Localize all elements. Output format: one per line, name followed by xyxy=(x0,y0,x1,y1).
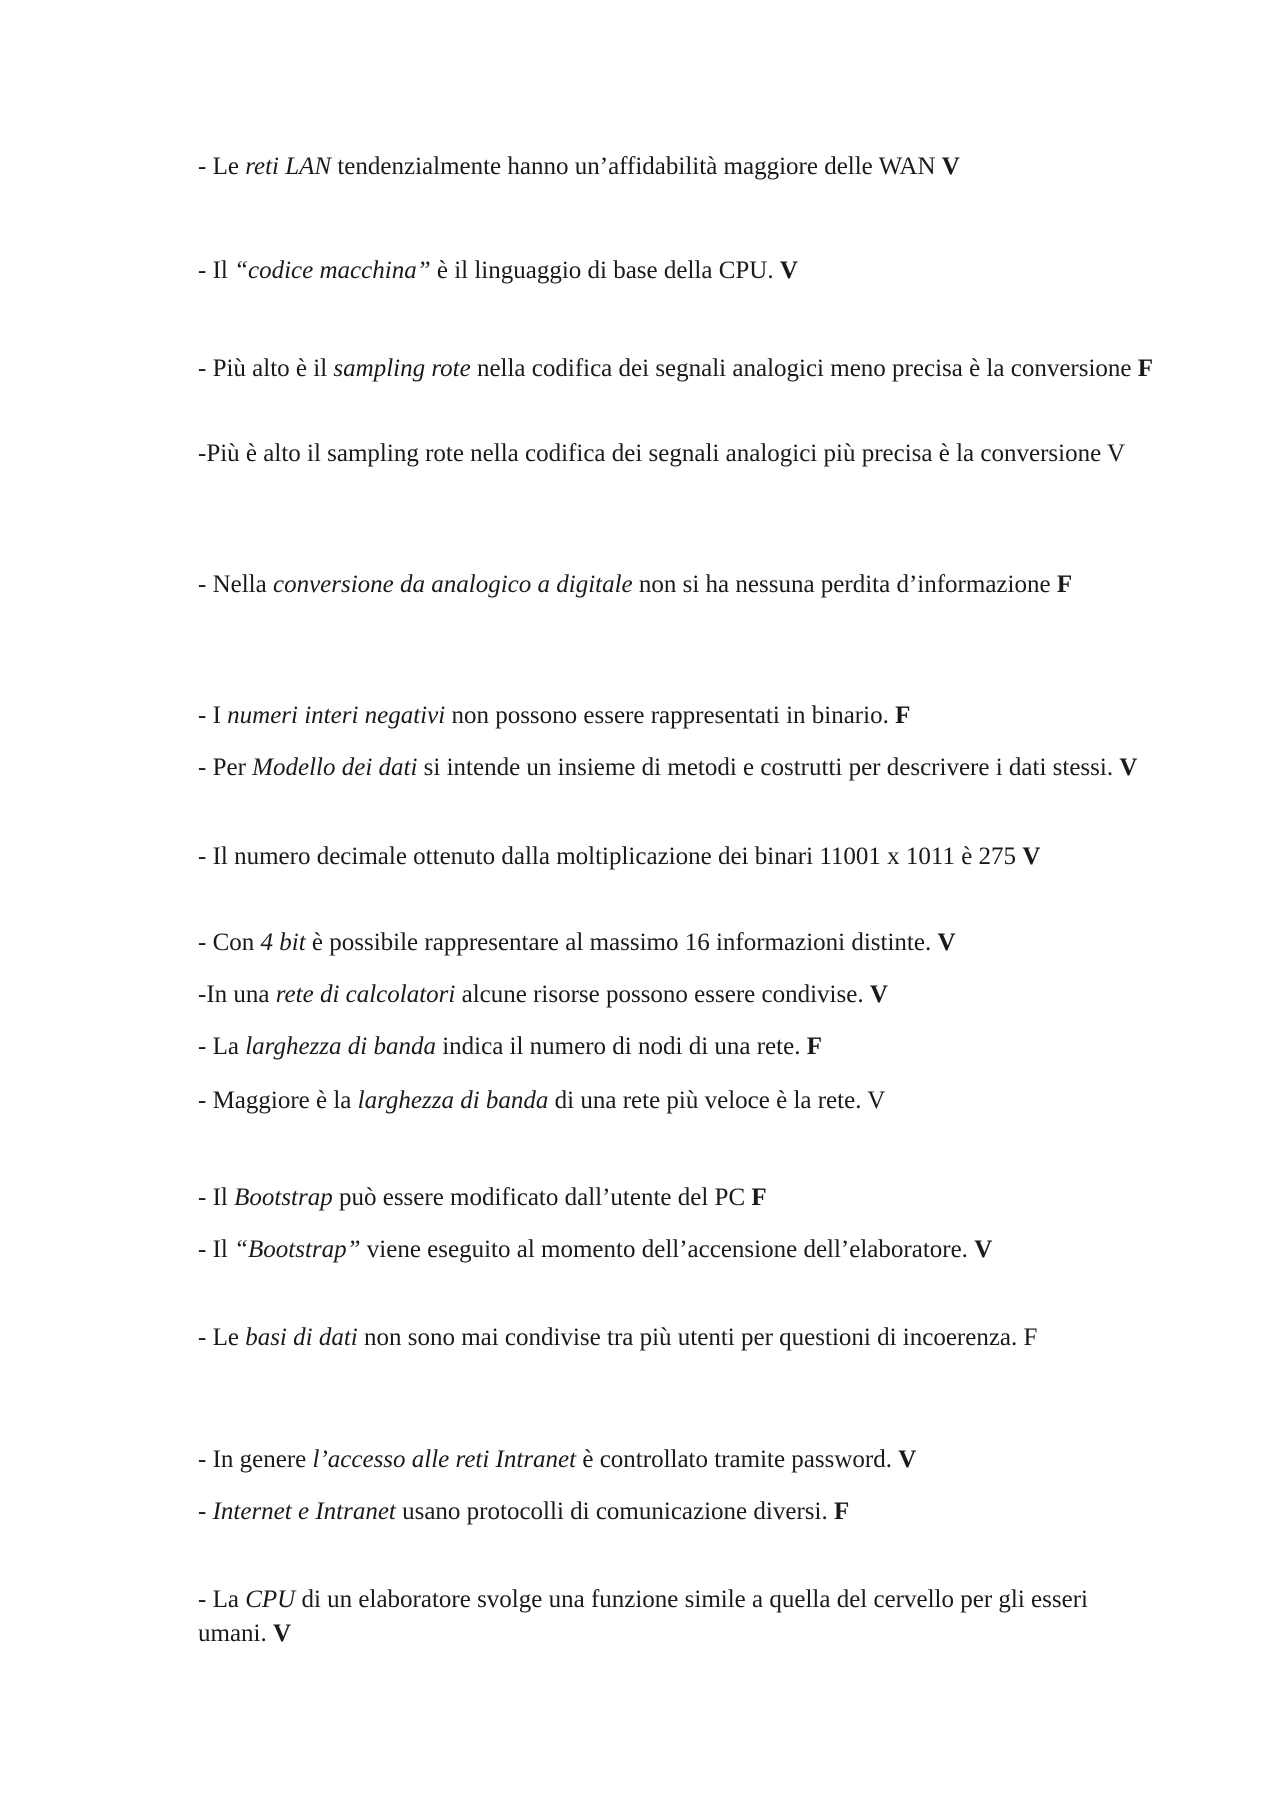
answer-mark: F xyxy=(833,1498,850,1525)
italic-term: conversione da analogico a digitale xyxy=(272,571,633,598)
statement-text: non si ha nessuna perdita d’informazione xyxy=(632,571,1057,598)
italic-term: 4 bit xyxy=(260,929,306,956)
italic-term: basi di dati xyxy=(245,1324,358,1351)
answer-mark: V xyxy=(1119,754,1138,781)
italic-term: larghezza di banda xyxy=(357,1087,549,1114)
statement-13 xyxy=(198,1181,1158,1215)
answer-mark: F xyxy=(895,702,911,729)
statement-text: viene eseguito al momento dell’accensione dell’elaboratore. xyxy=(360,1236,975,1263)
italic-term: CPU xyxy=(245,1586,296,1613)
statement-text: - Il xyxy=(198,1236,235,1263)
statement-text: - In genere xyxy=(198,1446,313,1473)
statement-text: - Maggiore è la xyxy=(198,1087,358,1114)
statement-9 xyxy=(198,926,1158,960)
answer-mark: V xyxy=(941,153,960,180)
statement-17 xyxy=(198,1495,1158,1529)
statement-6 xyxy=(198,699,1158,733)
statement-text: di un elaboratore svolge una funzione simile a quella del cervello per gli esseri umani. xyxy=(198,1586,1088,1647)
statement-text: - Le xyxy=(198,1324,246,1351)
statement-2 xyxy=(198,254,1158,288)
statement-text: - Il xyxy=(198,1184,235,1211)
answer-mark: V xyxy=(1022,843,1041,870)
statement-16 xyxy=(198,1443,1158,1477)
statement-text: - Più alto è il xyxy=(198,355,334,382)
statement-text: tendenzialmente hanno un’affidabilità maggiore delle WAN xyxy=(331,153,942,180)
statement-text: - Per xyxy=(198,754,253,781)
statement-text: - Nella xyxy=(198,571,273,598)
statement-1 xyxy=(198,150,1158,184)
statement-4 xyxy=(198,437,1158,471)
statement-text: nella codifica dei segnali analogici meno precisa è la conversione xyxy=(470,355,1138,382)
statement-text: - La xyxy=(198,1586,246,1613)
answer-mark: V xyxy=(937,929,956,956)
italic-term: rete di calcolatori xyxy=(275,981,456,1008)
answer-mark: V xyxy=(898,1446,917,1473)
italic-term: larghezza di banda xyxy=(245,1033,436,1060)
statement-3 xyxy=(198,352,1158,386)
statement-text: alcune risorse possono essere condivise. xyxy=(455,981,870,1008)
statement-text: non possono essere rappresentati in binario. xyxy=(445,702,896,729)
italic-term: “codice macchina” xyxy=(234,257,431,284)
italic-term: Modello dei dati xyxy=(252,754,418,781)
statement-text: -Più è alto il sampling rote nella codifica dei segnali analogici più precisa è la conversione V xyxy=(198,440,1126,467)
statement-text: di una rete più veloce è la rete. V xyxy=(548,1087,886,1114)
statement-10 xyxy=(198,978,1158,1012)
statement-7 xyxy=(198,751,1158,785)
statement-text: - Il xyxy=(198,257,235,284)
italic-term: reti LAN xyxy=(245,153,332,180)
answer-mark: V xyxy=(869,981,888,1008)
answer-mark: F xyxy=(806,1033,822,1060)
statement-text: è possibile rappresentare al massimo 16 informazioni distinte. xyxy=(305,929,938,956)
statement-text: - Le xyxy=(198,153,246,180)
statement-text: può essere modificato dall’utente del PC xyxy=(332,1184,752,1211)
answer-mark: V xyxy=(273,1620,292,1647)
italic-term: numeri interi negativi xyxy=(227,702,446,729)
answer-mark: V xyxy=(779,257,798,284)
statement-5 xyxy=(198,568,1158,602)
statement-text: indica il numero di nodi di una rete. xyxy=(435,1033,807,1060)
statement-text: è il linguaggio di base della CPU. xyxy=(430,257,780,284)
italic-term: Internet e Intranet xyxy=(212,1498,396,1525)
statement-8 xyxy=(198,840,1158,874)
answer-mark: V xyxy=(974,1236,993,1263)
statement-text: - La xyxy=(198,1033,246,1060)
italic-term: l’accesso alle reti Intranet xyxy=(312,1446,577,1473)
answer-mark: F xyxy=(1056,571,1073,598)
statement-text: - xyxy=(198,1498,213,1525)
statement-text: è controllato tramite password. xyxy=(576,1446,899,1473)
statement-text: usano protocolli di comunicazione diversi. xyxy=(395,1498,834,1525)
statement-text: -In una xyxy=(198,981,276,1008)
statement-text: - Il numero decimale ottenuto dalla moltiplicazione dei binari 11001 x 1011 è 275 xyxy=(198,843,1023,870)
statement-12 xyxy=(198,1084,1158,1118)
statement-text: non sono mai condivise tra più utenti per questioni di incoerenza. F xyxy=(357,1324,1038,1351)
answer-mark: F xyxy=(1137,355,1154,382)
statement-14 xyxy=(198,1233,1158,1267)
answer-mark: F xyxy=(751,1184,767,1211)
statement-15 xyxy=(198,1321,1158,1355)
statement-text: si intende un insieme di metodi e costrutti per descrivere i dati stessi. xyxy=(417,754,1120,781)
statement-18 xyxy=(198,1583,1158,1651)
italic-term: sampling rote xyxy=(333,355,471,382)
italic-term: Bootstrap xyxy=(234,1184,333,1211)
statement-text: - I xyxy=(198,702,228,729)
italic-term: “Bootstrap” xyxy=(234,1236,361,1263)
statement-text: - Con xyxy=(198,929,261,956)
statement-11 xyxy=(198,1030,1158,1064)
